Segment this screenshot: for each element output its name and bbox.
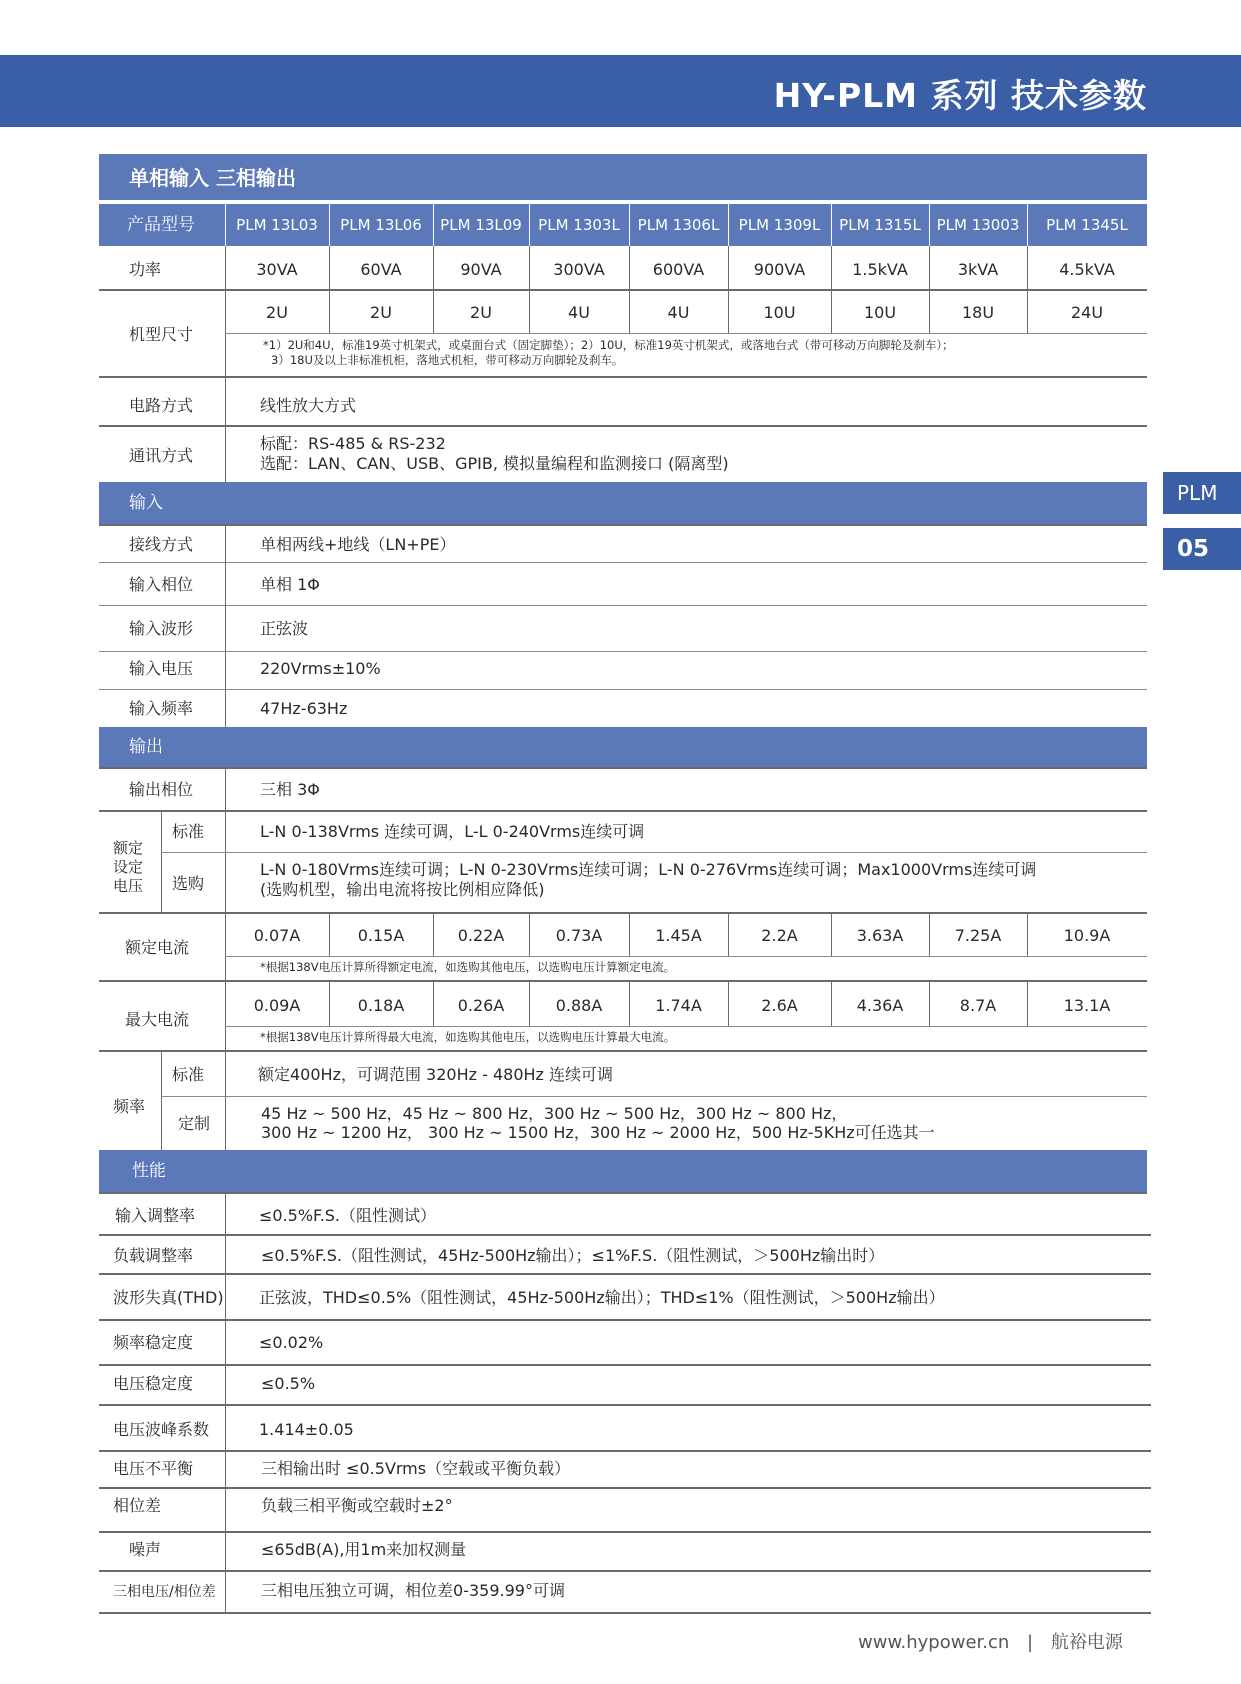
perf-row-value: 三相电压独立可调，相位差0-359.99°可调 (261, 1581, 565, 1600)
power-cell: 30VA (256, 260, 298, 279)
perf-row-label: 负载调整率 (113, 1246, 194, 1265)
rated-current-cell: 3.63A (856, 926, 904, 945)
power-cell: 4.5kVA (1059, 260, 1115, 279)
voltage-opt-line: (选购机型，输出电流将按比例相应降低) (260, 880, 545, 899)
output-section-bar (99, 727, 1147, 767)
max-current-cell: 0.09A (253, 996, 301, 1015)
power-cell: 3kVA (957, 260, 999, 279)
rated-current-cell: 2.2A (761, 926, 798, 945)
model-cell: PLM 1306L (637, 216, 720, 234)
size-cell: 2U (266, 303, 288, 322)
size-cell: 4U (667, 303, 690, 322)
max-current-cell: 0.88A (555, 996, 603, 1015)
output-phase-label: 输出相位 (129, 780, 194, 799)
max-current-cell: 4.36A (856, 996, 904, 1015)
input-section-title: 输入 (129, 493, 163, 513)
size-cell: 10U (763, 303, 796, 322)
perf-row-label: 频率稳定度 (113, 1333, 194, 1352)
page-title: HY-PLM 系列 技术参数 (773, 76, 1147, 115)
output-section-title: 输出 (129, 737, 163, 757)
rated-current-note: *根据138V电压计算所得额定电流，如选购其他电压，以选购电压计算额定电流。 (260, 960, 676, 974)
size-cell: 24U (1070, 303, 1104, 322)
model-cell: PLM 1315L (839, 216, 921, 234)
perf-section-bar (99, 1150, 1147, 1192)
voltage-group-label: 设定 (113, 858, 144, 876)
freq-std-value: 额定400Hz，可调范围 320Hz - 480Hz 连续可调 (258, 1065, 614, 1084)
voltage-opt-label: 选购 (172, 874, 205, 893)
page-header (0, 55, 1241, 127)
input-row-value: 单相两线+地线（LN+PE） (260, 535, 456, 554)
perf-row-label: 噪声 (129, 1540, 162, 1559)
comm-label: 通讯方式 (129, 446, 194, 465)
input-row-value: 单相 1Φ (260, 575, 320, 594)
rated-current-cell: 10.9A (1063, 926, 1111, 945)
rated-current-cell: 1.45A (655, 926, 702, 945)
freq-custom-line: 45 Hz ~ 500 Hz，45 Hz ~ 800 Hz，300 Hz ~ 500 Hz，300 Hz ~ 800 Hz， (261, 1104, 848, 1123)
max-current-cell: 0.26A (457, 996, 505, 1015)
model-header-row (99, 204, 1147, 246)
size-cell: 2U (370, 303, 392, 322)
perf-row-label: 输入调整率 (115, 1206, 196, 1225)
page-footer (858, 1628, 1123, 1654)
perf-row-label: 电压波峰系数 (113, 1420, 210, 1439)
input-row-label: 接线方式 (129, 535, 194, 554)
section-bar (99, 154, 1147, 200)
size-note: 3）18U及以上非标准机柜，落地式机柜，带可移动万向脚轮及刹车。 (271, 353, 624, 367)
perf-row-label: 三相电压/相位差 (113, 1584, 216, 1600)
model-cell: PLM 13L03 (236, 216, 318, 234)
max-current-cell: 1.74A (655, 996, 702, 1015)
model-cell: PLM 1345L (1046, 216, 1128, 234)
side-tab-series: PLM (1163, 472, 1241, 514)
voltage-opt-line: L-N 0-180Vrms连续可调；L-N 0-230Vrms连续可调；L-N 0-276Vrms连续可调；Max1000Vrms连续可调 (260, 860, 1037, 879)
model-cell: PLM 1309L (738, 216, 821, 234)
power-cell: 1.5kVA (852, 260, 908, 279)
input-row-label: 输入相位 (129, 575, 194, 594)
voltage-std-label: 标准 (172, 822, 205, 841)
voltage-group-label: 电压 (113, 877, 144, 895)
power-cell: 900VA (753, 260, 806, 279)
side-tab-page: 05 (1163, 528, 1241, 570)
rated-current-cell: 0.15A (357, 926, 405, 945)
footer-site: www.hypower.cn (858, 1632, 1010, 1653)
circuit-value: 线性放大方式 (260, 396, 357, 415)
input-row-label: 输入波形 (129, 619, 194, 638)
rated-current-cell: 0.73A (555, 926, 603, 945)
output-phase-value: 三相 3Φ (260, 780, 320, 799)
model-cell: PLM 13L06 (340, 216, 422, 234)
power-cell: 300VA (553, 260, 605, 279)
perf-row-value: ≤0.5%F.S.（阻性测试，45Hz-500Hz输出）；≤1%F.S.（阻性测试，＞500Hz输出时） (261, 1246, 885, 1265)
perf-row-value: 正弦波，THD≤0.5%（阻性测试，45Hz-500Hz输出）；THD≤1%（阻性测试，＞500Hz输出） (259, 1288, 945, 1307)
comm-line: 选配：LAN、CAN、USB、GPIB, 模拟量编程和监测接口 (隔离型) (260, 454, 729, 473)
rated-current-cell: 7.25A (954, 926, 1002, 945)
freq-std-label: 标准 (172, 1065, 205, 1084)
power-cell: 60VA (360, 260, 402, 279)
freq-label: 频率 (113, 1097, 146, 1116)
max-current-cell: 2.6A (761, 996, 798, 1015)
section-title: 单相输入 三相输出 (129, 166, 296, 190)
freq-custom-line: 300 Hz ~ 1200 Hz， 300 Hz ~ 1500 Hz，300 Hz ~ 2000 Hz，500 Hz-5KHz可任选其一 (261, 1123, 935, 1142)
perf-row-label: 波形失真(THD) (113, 1288, 224, 1307)
model-cell: PLM 1303L (538, 216, 620, 234)
input-row-value: 47Hz-63Hz (260, 699, 348, 718)
perf-row-value: 1.414±0.05 (259, 1420, 354, 1439)
perf-row-value: ≤0.02% (259, 1333, 324, 1352)
footer-brand: 航裕电源 (1050, 1632, 1123, 1653)
size-cell: 4U (568, 303, 590, 322)
size-cell: 10U (863, 303, 897, 322)
input-row-label: 输入电压 (129, 659, 194, 678)
input-row-value: 正弦波 (260, 619, 309, 638)
power-label: 功率 (129, 260, 162, 279)
comm-line: 标配：RS-485 & RS-232 (260, 434, 446, 453)
model-cell: PLM 13L09 (440, 216, 522, 234)
size-label: 机型尺寸 (129, 325, 194, 344)
max-current-label: 最大电流 (125, 1010, 190, 1029)
size-cell: 18U (961, 303, 995, 322)
rated-current-cell: 0.07A (253, 926, 301, 945)
model-cell: PLM 13003 (936, 216, 1020, 234)
perf-section-title: 性能 (132, 1161, 166, 1181)
input-row-label: 输入频率 (129, 699, 194, 718)
perf-row-value: ≤0.5% (261, 1374, 316, 1393)
perf-row-label: 电压不平衡 (113, 1459, 194, 1478)
size-cell: 2U (470, 303, 492, 322)
size-note: *1）2U和4U，标准19英寸机架式，或桌面台式（固定脚垫）；2）10U，标准19英寸机架式，或落地台式（带可移动万向脚轮及刹车）； (263, 338, 954, 352)
max-current-cell: 8.7A (959, 996, 997, 1015)
max-current-cell: 13.1A (1063, 996, 1111, 1015)
voltage-group-label: 额定 (113, 839, 144, 857)
circuit-label: 电路方式 (129, 396, 194, 415)
perf-row-label: 相位差 (113, 1496, 162, 1515)
perf-row-value: 三相输出时 ≤0.5Vrms（空载或平衡负载） (261, 1459, 571, 1478)
perf-row-value: ≤0.5%F.S.（阻性测试） (259, 1206, 437, 1225)
perf-row-value: 负载三相平衡或空载时±2° (261, 1496, 453, 1515)
voltage-std-value: L-N 0-138Vrms 连续可调，L-L 0-240Vrms连续可调 (260, 822, 645, 841)
model-label: 产品型号 (127, 215, 195, 235)
input-section-bar (99, 482, 1147, 524)
freq-custom-label: 定制 (178, 1114, 211, 1133)
max-current-cell: 0.18A (357, 996, 405, 1015)
power-cell: 600VA (652, 260, 705, 279)
perf-row-value: ≤65dB(A),用1m来加权测量 (261, 1540, 467, 1559)
footer-separator: | (1027, 1632, 1034, 1653)
rated-current-cell: 0.22A (457, 926, 505, 945)
input-row-value: 220Vrms±10% (260, 659, 381, 678)
power-cell: 90VA (460, 260, 502, 279)
max-current-note: *根据138V电压计算所得最大电流，如选购其他电压，以选购电压计算最大电流。 (260, 1030, 676, 1044)
perf-row-label: 电压稳定度 (113, 1374, 194, 1393)
rated-current-label: 额定电流 (125, 938, 190, 957)
